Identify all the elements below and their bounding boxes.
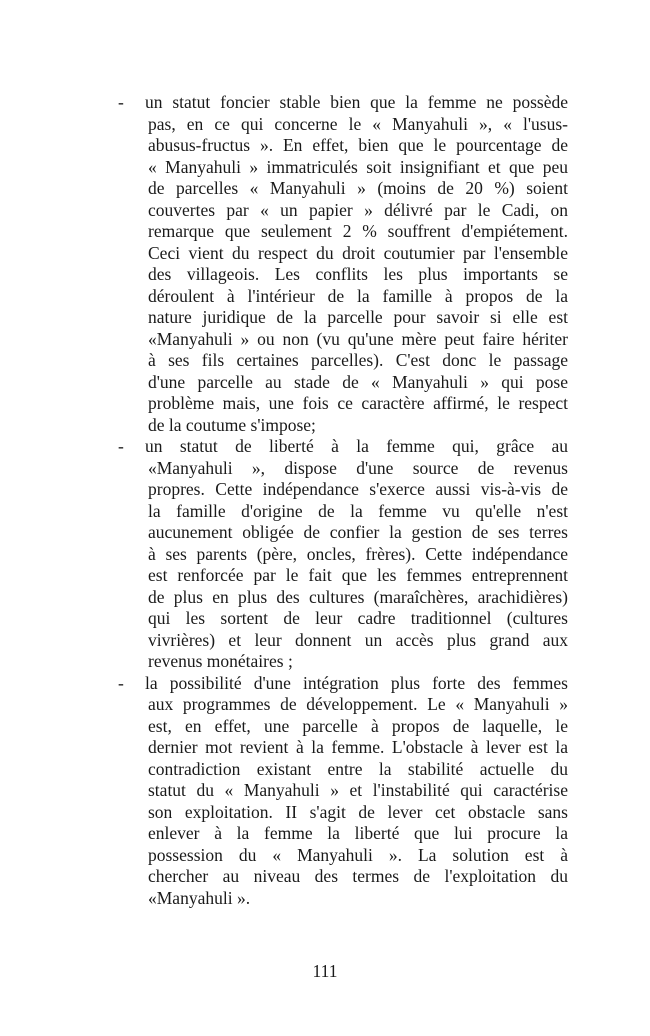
text-line: couvertes par « un papier » délivré par le Cadi, on [148, 199, 568, 220]
document-body [118, 92, 568, 909]
text-line: statut du « Manyahuli » et l'instabilité qui caractérise [148, 780, 568, 800]
text-line: «Manyahuli ». [148, 887, 251, 908]
text-line: de parcelles « Manyahuli » (moins de 20 %) soient [148, 178, 568, 198]
text-line: un statut foncier stable bien que la femme ne possède [145, 92, 568, 112]
text-line: son exploitation. II s'agit de lever cet obstacle sans [148, 801, 568, 822]
text-line: chercher au niveau des termes de l'exploitation du [148, 866, 568, 886]
text-line: Ceci vient du respect du droit coutumier par l'ensemble [148, 242, 568, 263]
text-line: de plus en plus des cultures (maraîchères, arachidières) [148, 586, 568, 607]
text-line: problème mais, une fois ce caractère affirmé, le respect [148, 393, 568, 413]
list-bullet-dash: - [118, 436, 124, 456]
list-bullet-dash: - [118, 672, 124, 693]
list-item [118, 673, 568, 910]
list-bullet-dash: - [118, 92, 124, 112]
text-line: remarque que seulement 2 % souffrent d'empiétement. [148, 221, 568, 241]
text-line: contradiction existant entre la stabilité actuelle du [148, 758, 568, 779]
text-line: la famille d'origine de la femme vu qu'elle n'est [148, 500, 568, 521]
text-line: « Manyahuli » immatriculés soit insignifiant et que peu [148, 156, 568, 177]
text-line: la possibilité d'une intégration plus forte des femmes [145, 672, 568, 693]
text-line: de la coutume s'impose; [148, 414, 316, 435]
text-line: un statut de liberté à la femme qui, grâce au [145, 436, 568, 456]
text-line: enlever à la femme la liberté que lui procure la [148, 823, 568, 843]
list-item [118, 436, 568, 673]
text-line: propres. Cette indépendance s'exerce aussi vis-à-vis de [148, 479, 568, 499]
text-line: aux programmes de développement. Le « Manyahuli » [148, 694, 568, 714]
text-line: à ses parents (père, oncles, frères). Cette indépendance [148, 543, 568, 564]
text-line: aucunement obligée de confier la gestion de ses terres [148, 522, 568, 542]
text-line: revenus monétaires ; [148, 651, 293, 671]
text-line: «Manyahuli » ou non (vu qu'une mère peut faire hériter [148, 328, 568, 349]
text-line: d'une parcelle au stade de « Manyahuli » qui pose [148, 371, 568, 392]
text-line: est renforcée par le fait que les femmes entreprennent [148, 565, 568, 585]
text-line: est, en effet, une parcelle à propos de laquelle, le [148, 715, 568, 736]
page-number: 111 [312, 961, 338, 981]
text-line: dernier mot revient à la femme. L'obstacle à lever est la [148, 737, 568, 757]
text-line: qui les sortent de leur cadre traditionnel (cultures [148, 608, 568, 628]
text-line: «Manyahuli », dispose d'une source de revenus [148, 457, 568, 478]
text-line: nature juridique de la parcelle pour savoir si elle est [148, 307, 568, 327]
text-line: des villageois. Les conflits les plus importants se [148, 264, 568, 284]
list-item [118, 92, 568, 436]
text-line: abusus-fructus ». En effet, bien que le pourcentage de [148, 135, 568, 155]
text-line: à ses fils certaines parcelles). C'est donc le passage [148, 350, 568, 370]
text-line: déroulent à l'intérieur de la famille à propos de la [148, 285, 568, 306]
text-line: possession du « Manyahuli ». La solution est à [148, 844, 568, 865]
text-line: vivrières) et leur donnent un accès plus grand aux [148, 629, 568, 650]
text-line: pas, en ce qui concerne le « Manyahuli », « l'usus- [148, 113, 568, 134]
